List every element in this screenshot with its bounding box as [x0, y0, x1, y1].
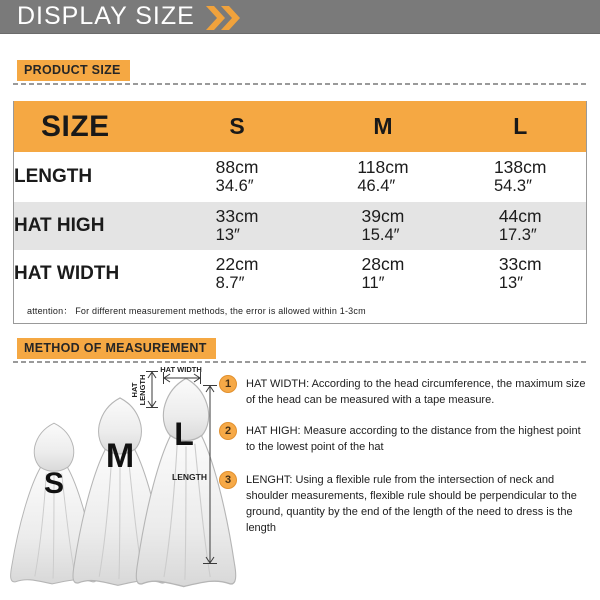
display-size-banner	[0, 0, 600, 34]
cell-hatwidth-s: 22cm 8.7″	[163, 250, 312, 298]
length-diagram-label: LENGTH	[172, 472, 207, 482]
hat-length-diagram-label: HAT LENGTH	[130, 374, 147, 406]
double-chevron-right-icon	[205, 6, 245, 30]
row-label-length: LENGTH	[14, 152, 163, 202]
table-row-hat-high	[14, 202, 586, 250]
col-header-l: L	[454, 101, 586, 152]
hat-width-diagram-label: HAT WIDTH	[160, 365, 202, 374]
cell-hathigh-m: 39cm 15.4″	[311, 202, 454, 250]
method-item-2	[219, 424, 591, 456]
item-text: LENGHT: Using a flexible rule from the intersection of neck and shoulder measurements, flexible rule should be perpendicular to the ground, quantity by the end of the length of the need to dress is the length	[246, 474, 577, 534]
item-number-badge: 1	[219, 375, 237, 393]
product-size-label: PRODUCT SIZE	[17, 60, 130, 81]
table-row-length	[14, 152, 586, 202]
cell-hathigh-l: 44cm 17.3″	[454, 202, 586, 250]
cell-hathigh-s: 33cm 13″	[163, 202, 312, 250]
item-text: HAT HIGH: Measure according to the distance from the highest point to the lowest point of the hat	[246, 425, 581, 453]
col-header-size: SIZE	[41, 109, 110, 143]
cloak-letter-m: M	[105, 437, 135, 475]
row-label-hat-high: HAT HIGH	[14, 202, 163, 250]
cell-length-l: 138cm 54.3″	[454, 152, 586, 202]
item-text: HAT WIDTH: According to the head circumference, the maximum size of the head can be measured with a tape measure.	[246, 378, 586, 406]
method-of-measurement-label: METHOD OF MEASUREMENT	[17, 338, 216, 359]
attention-note: attention： For different measurement methods, the error is allowed within 1-3cm	[14, 298, 586, 323]
table-row-hat-width	[14, 250, 586, 298]
row-label-hat-width: HAT WIDTH	[14, 250, 163, 298]
method-item-1	[219, 377, 591, 409]
method-item-3	[219, 473, 591, 537]
cell-length-s: 88cm 34.6″	[163, 152, 312, 202]
cloak-letter-l: L	[174, 416, 194, 452]
cell-hatwidth-l: 33cm 13″	[454, 250, 586, 298]
hat-length-arrow	[146, 372, 158, 408]
col-header-m: M	[311, 101, 454, 152]
item-number-badge: 3	[219, 471, 237, 489]
page-title: DISPLAY SIZE	[17, 2, 195, 30]
size-table	[13, 101, 587, 324]
item-number-badge: 2	[219, 422, 237, 440]
cloak-letter-s: S	[43, 467, 65, 500]
table-header-row	[14, 101, 586, 152]
divider-dashed-top	[13, 83, 587, 85]
cloak-size-diagram	[0, 355, 250, 600]
cell-length-m: 118cm 46.4″	[311, 152, 454, 202]
cell-hatwidth-m: 28cm 11″	[311, 250, 454, 298]
col-header-s: S	[163, 101, 312, 152]
